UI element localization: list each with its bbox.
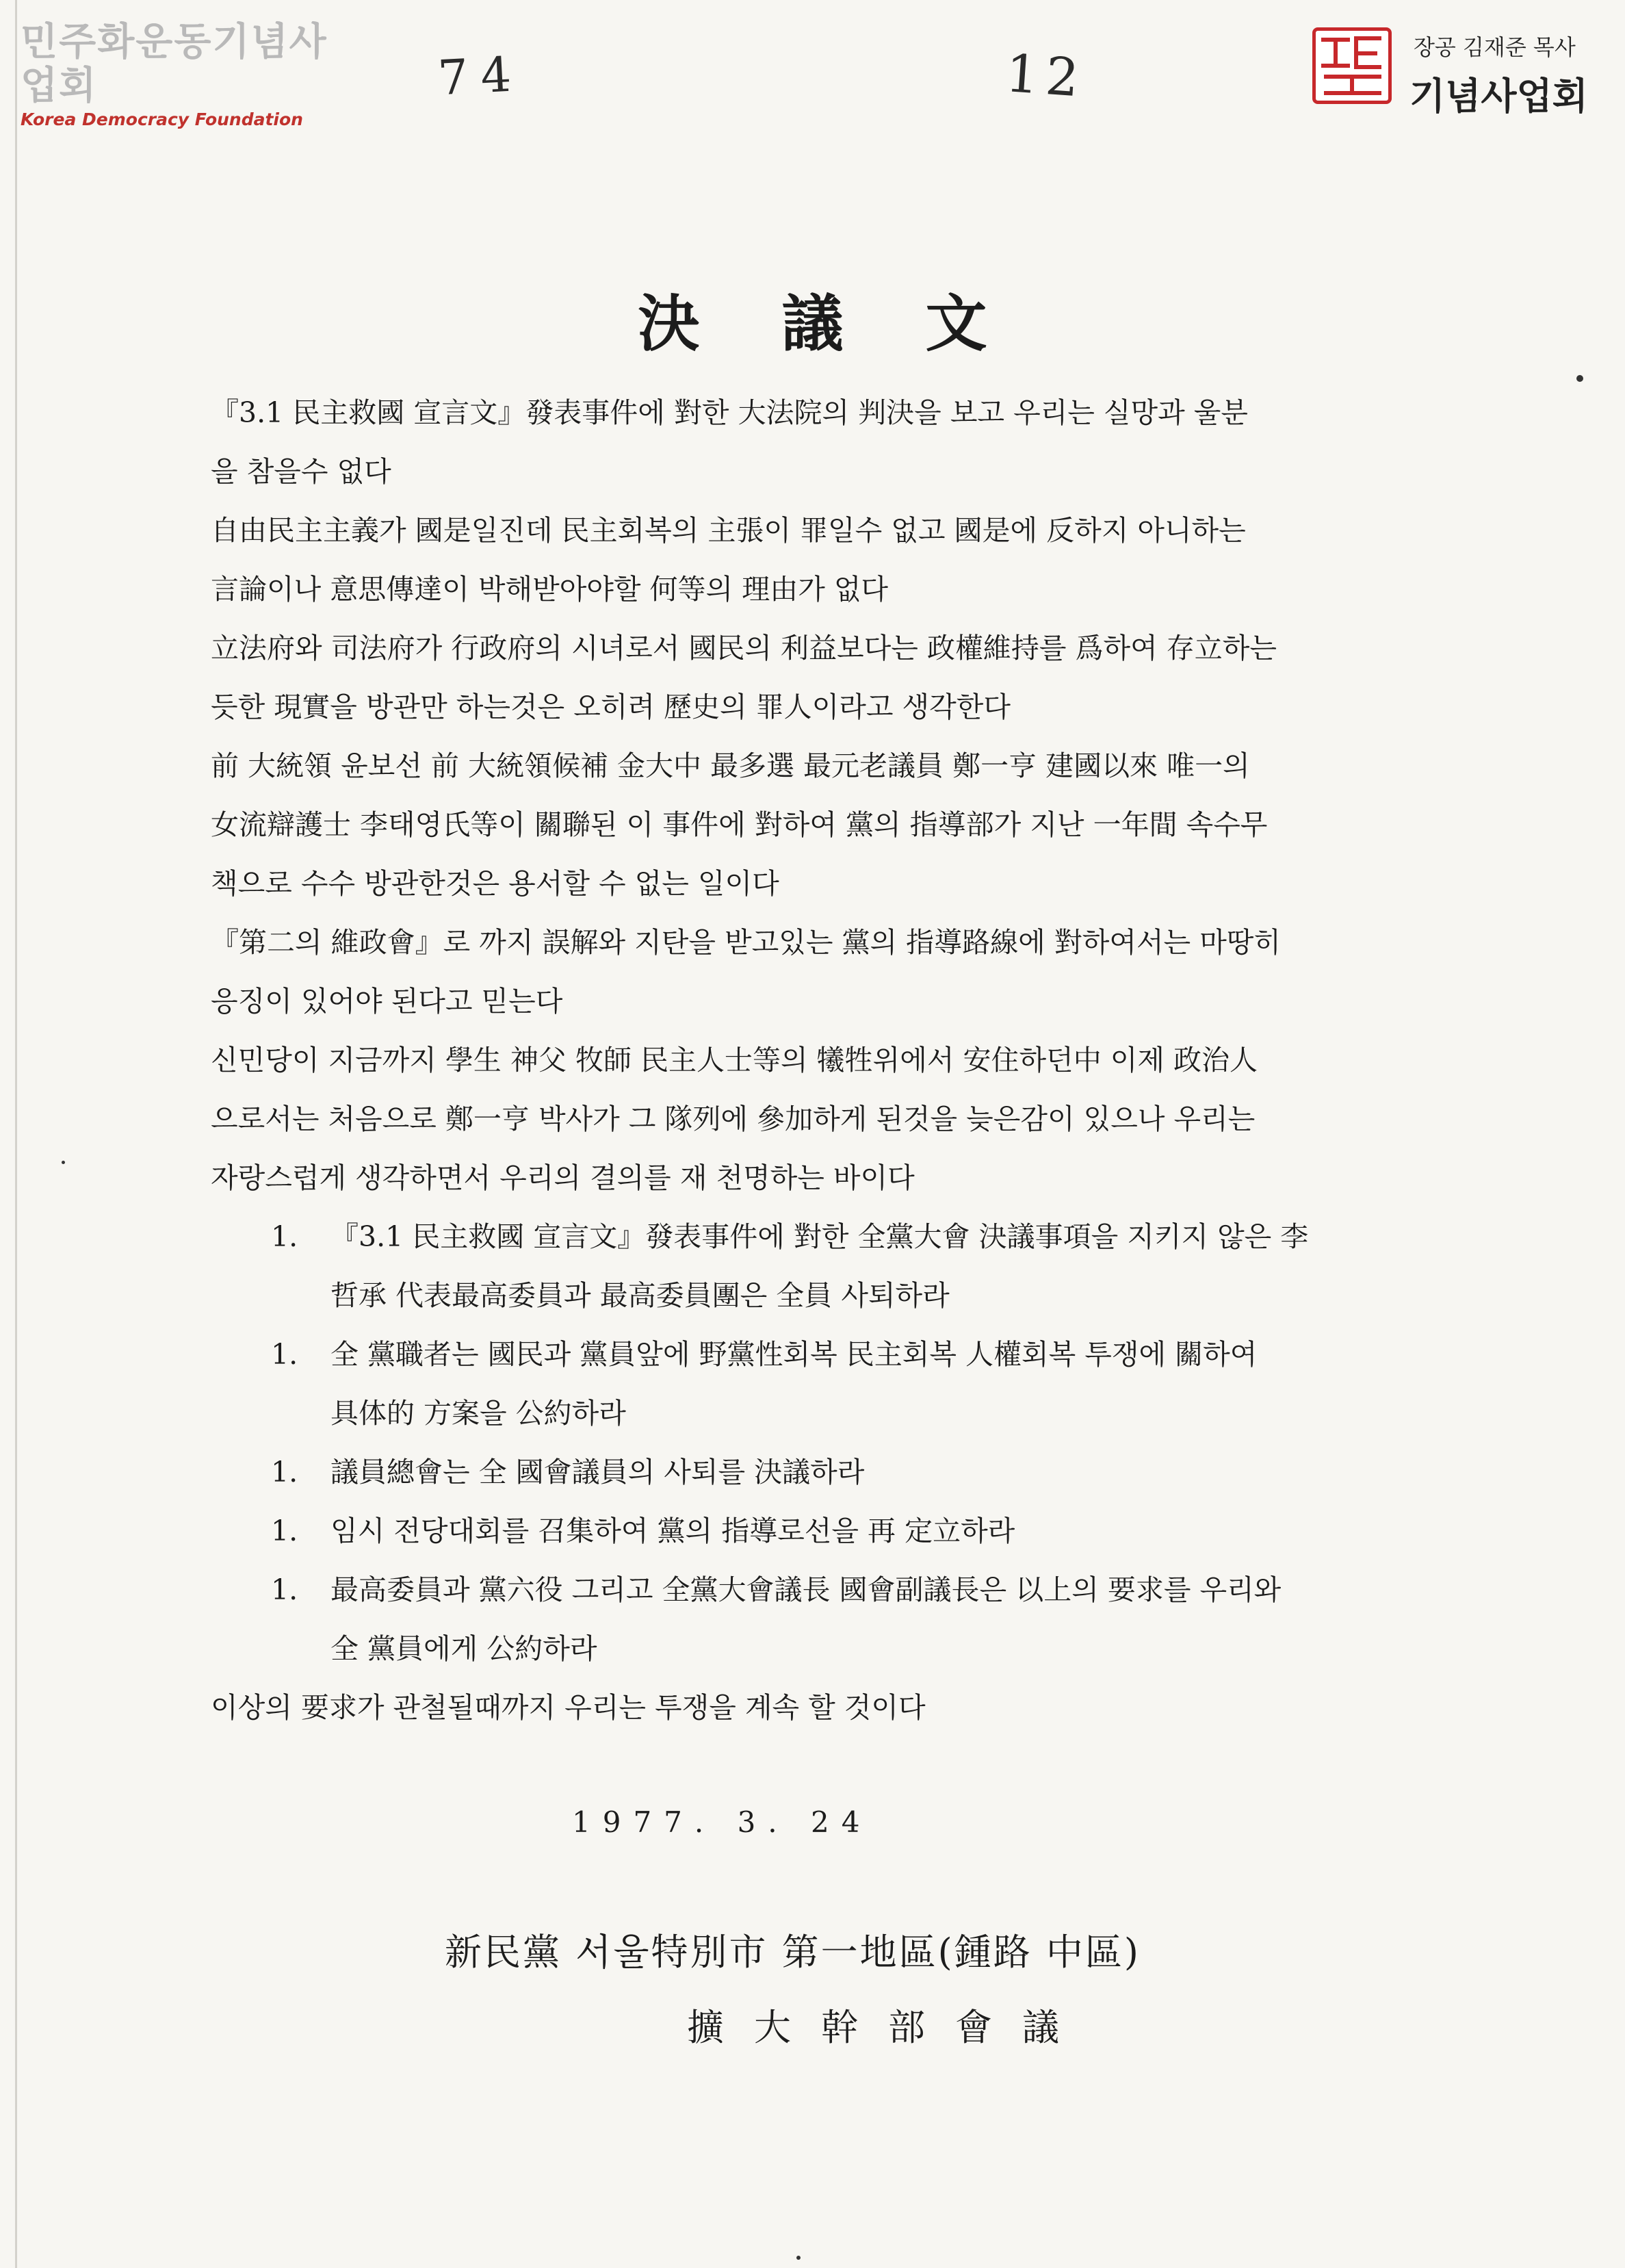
resolution-item <box>211 1325 1449 1384</box>
body-line: 前 大統領 윤보선 前 大統領候補 金大中 最多選 最元老議員 鄭一亨 建國以來 唯一의 <box>211 749 1250 782</box>
resolution-text: 임시 전당대회를 召集하여 黨의 指導로선을 再 定立하라 <box>330 1515 1015 1547</box>
body-line: 自由民主主義가 國是일진데 民主회복의 主張이 罪일수 없고 國是에 反하지 아니하는 <box>211 514 1246 547</box>
body-line: 立法府와 司法府가 行政府의 시녀로서 國民의 利益보다는 政權維持를 爲하여 存立하는 <box>211 632 1277 665</box>
foundation-name-english: Korea Democracy Foundation <box>21 109 303 129</box>
memorial-society-subtitle: 장공 김재준 목사 <box>1414 34 1576 60</box>
body-line: 자랑스럽게 생각하면서 우리의 결의를 재 천명하는 바이다 <box>211 1161 915 1194</box>
body-line: 을 참을수 없다 <box>211 455 391 488</box>
body-line: 듯한 現實을 방관만 하는것은 오히려 歷史의 罪人이라고 생각한다 <box>211 691 1011 723</box>
resolution-item <box>211 1502 1449 1560</box>
foundation-name-korean: 민주화운동기념사업회 <box>21 20 328 108</box>
resolution-item <box>211 1207 1449 1266</box>
closing-statement: 이상의 要求가 관철될때까지 우리는 투쟁을 계속 할 것이다 <box>211 1691 926 1724</box>
resolution-text-continued: 哲承 代表最高委員과 最高委員團은 全員 사퇴하라 <box>330 1279 950 1312</box>
resolution-number: 1. <box>271 1220 298 1253</box>
resolution-text: 全 黨職者는 國民과 黨員앞에 野黨性회복 民主회복 人權회복 투쟁에 關하여 <box>330 1338 1258 1371</box>
body-line: 책으로 수수 방관한것은 용서할 수 없는 일이다 <box>211 867 779 900</box>
resolution-number: 1. <box>271 1456 298 1489</box>
body-line: 女流辯護士 李태영氏等이 關聯된 이 事件에 對하여 黨의 指導部가 지난 一年間 속수무 <box>211 808 1268 841</box>
resolution-item <box>211 1560 1449 1619</box>
handwritten-note-left: 74 <box>436 45 525 107</box>
red-seal-icon <box>1312 27 1392 104</box>
resolution-number: 1. <box>271 1338 298 1371</box>
body-line: 신민당이 지금까지 學生 神父 牧師 民主人士等의 犧牲위에서 安住하던中 이제 政治人 <box>211 1044 1258 1077</box>
signatory-meeting: 擴大幹部會議 <box>687 2006 1089 2049</box>
foundation-watermark <box>21 21 349 130</box>
resolution-text-continued: 全 黨員에게 公約하라 <box>330 1632 597 1665</box>
body-line: 『3.1 民主救國 宣言文』發表事件에 對한 大法院의 判決을 보고 우리는 실망과 울분 <box>211 396 1248 429</box>
body-line: 으로서는 처음으로 鄭一亨 박사가 그 隊列에 參加하게 된것을 늦은감이 있으나 우리는 <box>211 1103 1256 1135</box>
body-line: 응징이 있어야 된다고 믿는다 <box>211 985 563 1018</box>
document-title: 決議文 <box>638 287 1069 360</box>
signatory-organization: 新民黨 서울特別市 第一地區(鍾路 中區) <box>445 1931 1141 1974</box>
scan-speck <box>796 2256 801 2260</box>
scan-speck <box>1576 375 1583 382</box>
resolution-text-continued: 具体的 方案을 公約하라 <box>330 1397 626 1430</box>
resolution-number: 1. <box>271 1515 298 1547</box>
resolution-item <box>211 1443 1449 1502</box>
resolution-text: 『3.1 民主救國 宣言文』發表事件에 對한 全黨大會 決議事項을 지키지 않은 李 <box>330 1220 1309 1253</box>
scan-speck <box>62 1161 65 1164</box>
handwritten-note-right: 12 <box>1004 42 1088 109</box>
document-body <box>211 383 1449 1737</box>
resolution-number: 1. <box>271 1573 298 1606</box>
body-line: 『第二의 維政會』로 까지 誤解와 지탄을 받고있는 黨의 指導路線에 對하여서는 마땅히 <box>211 926 1282 959</box>
resolution-text: 議員總會는 全 國會議員의 사퇴를 決議하라 <box>330 1456 865 1489</box>
document-date: 1977. 3. 24 <box>572 1805 872 1839</box>
resolution-text: 最高委員과 黨六役 그리고 全黨大會議長 國會副議長은 以上의 要求를 우리와 <box>330 1573 1282 1606</box>
body-line: 言論이나 意思傳達이 박해받아야할 何等의 理由가 없다 <box>211 573 889 606</box>
memorial-society-name: 기념사업회 <box>1409 75 1588 118</box>
